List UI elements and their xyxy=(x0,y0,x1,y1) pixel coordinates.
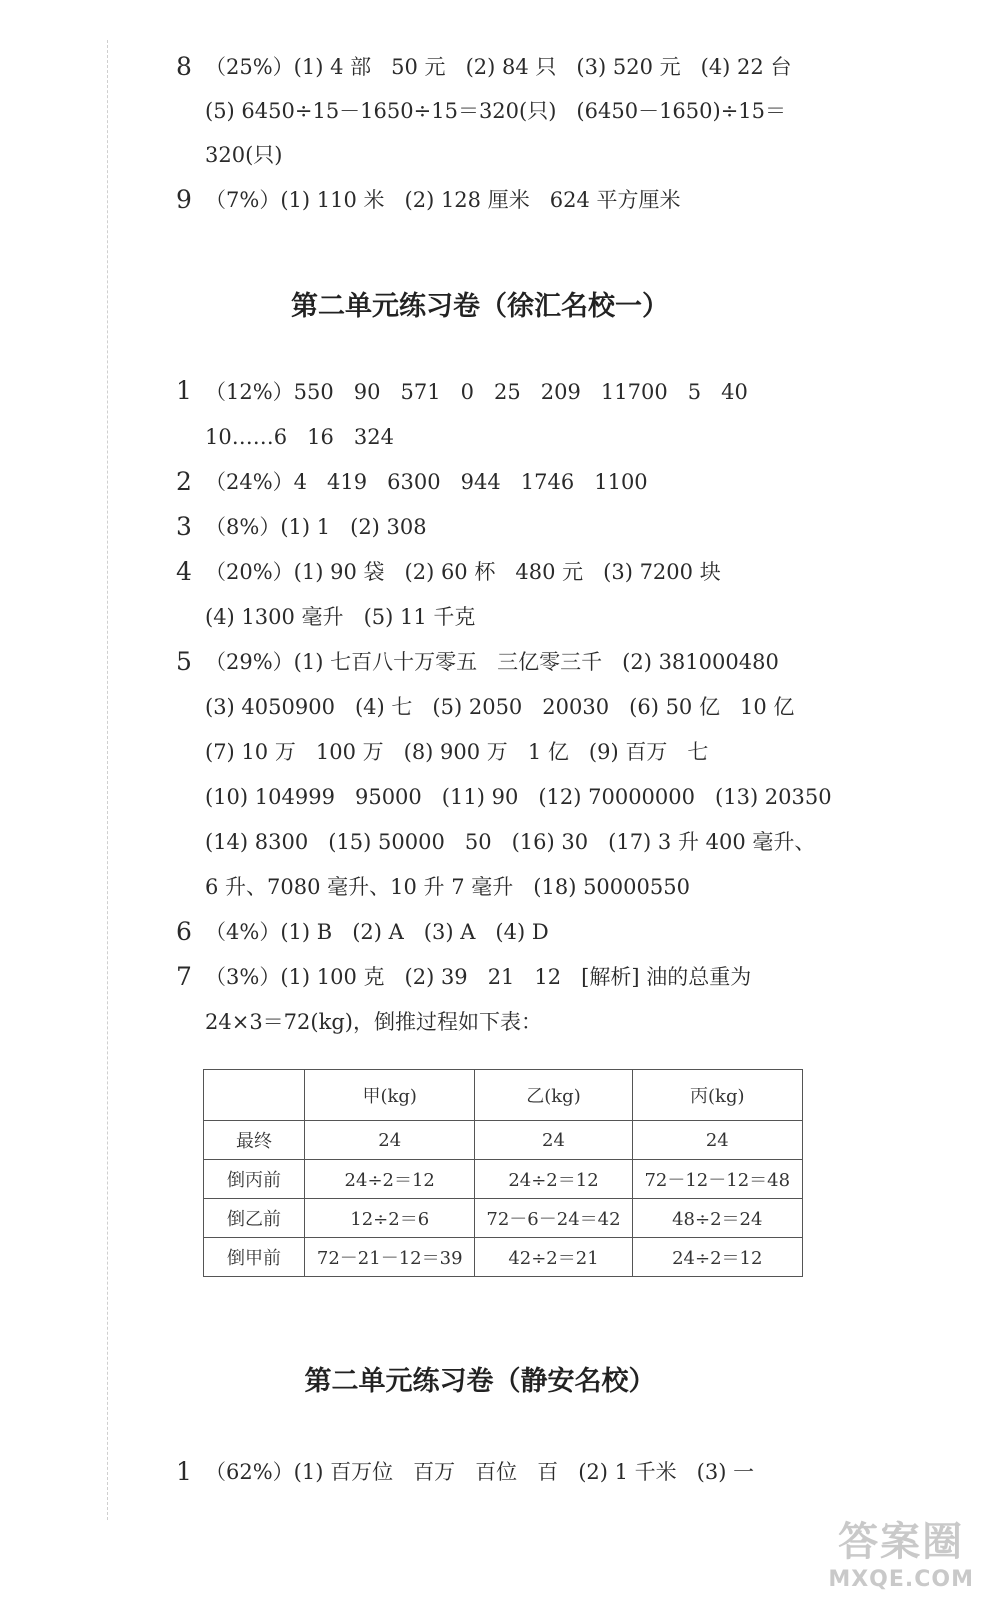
table-cell: 72－6－24＝42 xyxy=(475,1199,632,1238)
answer-line: （25%）(1) 4 部 50 元 (2) 84 只 (3) 520 元 (4) 22 台 xyxy=(205,55,792,79)
question-number: 3 xyxy=(176,512,192,541)
question-number: 2 xyxy=(176,467,192,496)
table-cell: 72－12－12＝48 xyxy=(632,1160,802,1199)
table-row xyxy=(204,1238,803,1277)
watermark xyxy=(828,1510,974,1592)
table-header-cell: 甲(kg) xyxy=(305,1070,475,1121)
table-row-label: 最终 xyxy=(204,1121,305,1160)
table-cell: 24÷2＝12 xyxy=(475,1160,632,1199)
answer-line: (3) 4050900 (4) 七 (5) 2050 20030 (6) 50 亿 10 亿 xyxy=(205,695,795,719)
watermark-logo-text: 答案圈 xyxy=(838,1519,965,1565)
question-number: 1 xyxy=(176,1457,192,1486)
answer-line: (4) 1300 毫升 (5) 11 千克 xyxy=(205,605,476,629)
table-cell: 24 xyxy=(305,1121,475,1160)
answer-line: （3%）(1) 100 克 (2) 39 21 12 [解析] 油的总重为 xyxy=(205,965,752,989)
margin-line xyxy=(107,40,108,1520)
pouring-table xyxy=(203,1069,803,1277)
question-number: 9 xyxy=(176,185,192,214)
section-title: 第二单元练习卷（徐汇名校一） xyxy=(291,291,669,322)
answer-line: (14) 8300 (15) 50000 50 (16) 30 (17) 3 升 400 毫升、 xyxy=(205,830,816,854)
table-row xyxy=(204,1199,803,1238)
question-number: 4 xyxy=(176,557,192,586)
answer-line: (10) 104999 95000 (11) 90 (12) 70000000 (13) 20350 xyxy=(205,785,832,809)
question-number: 6 xyxy=(176,917,192,946)
question-number: 1 xyxy=(176,376,192,405)
question-number: 5 xyxy=(176,647,192,676)
table-header-cell: 乙(kg) xyxy=(475,1070,632,1121)
answer-line: （4%）(1) B (2) A (3) A (4) D xyxy=(205,920,549,944)
table-cell: 72－21－12＝39 xyxy=(305,1238,475,1277)
answer-line: （12%）550 90 571 0 25 209 11700 5 40 xyxy=(205,380,748,404)
table-header-cell xyxy=(204,1070,305,1121)
table-cell: 24 xyxy=(475,1121,632,1160)
table-row xyxy=(204,1160,803,1199)
section-title: 第二单元练习卷（静安名校） xyxy=(304,1366,656,1397)
answer-line: （7%）(1) 110 米 (2) 128 厘米 624 平方厘米 xyxy=(205,188,681,212)
watermark-url: MXQE.COM xyxy=(828,1567,974,1592)
answer-line: （8%）(1) 1 (2) 308 xyxy=(205,515,427,539)
table-cell: 24÷2＝12 xyxy=(305,1160,475,1199)
answer-line: 6 升、7080 毫升、10 升 7 毫升 (18) 50000550 xyxy=(205,875,690,899)
table-row xyxy=(204,1121,803,1160)
answer-line: （62%）(1) 百万位 百万 百位 百 (2) 1 千米 (3) 一 xyxy=(205,1460,755,1484)
answer-line: 24×3＝72(kg)，倒推过程如下表： xyxy=(205,1010,542,1034)
answer-line: （20%）(1) 90 袋 (2) 60 杯 480 元 (3) 7200 块 xyxy=(205,560,721,584)
answer-line: （24%）4 419 6300 944 1746 1100 xyxy=(205,470,648,494)
question-number: 8 xyxy=(176,52,192,81)
answer-line: (5) 6450÷15－1650÷15＝320(只) (6450－1650)÷15＝ xyxy=(205,99,787,123)
table-cell: 48÷2＝24 xyxy=(632,1199,802,1238)
table-row-label: 倒乙前 xyxy=(204,1199,305,1238)
answer-line: 320(只) xyxy=(205,143,283,167)
table-row-label: 倒甲前 xyxy=(204,1238,305,1277)
table-header-cell: 丙(kg) xyxy=(632,1070,802,1121)
table-cell: 24 xyxy=(632,1121,802,1160)
answer-line: （29%）(1) 七百八十万零五 三亿零三千 (2) 381000480 xyxy=(205,650,779,674)
table-cell: 12÷2＝6 xyxy=(305,1199,475,1238)
table-row-label: 倒丙前 xyxy=(204,1160,305,1199)
table-header-row xyxy=(204,1070,803,1121)
question-number: 7 xyxy=(176,962,192,991)
answer-line: (7) 10 万 100 万 (8) 900 万 1 亿 (9) 百万 七 xyxy=(205,740,709,764)
answer-line: 10……6 16 324 xyxy=(205,425,394,449)
table-cell: 42÷2＝21 xyxy=(475,1238,632,1277)
table-cell: 24÷2＝12 xyxy=(632,1238,802,1277)
